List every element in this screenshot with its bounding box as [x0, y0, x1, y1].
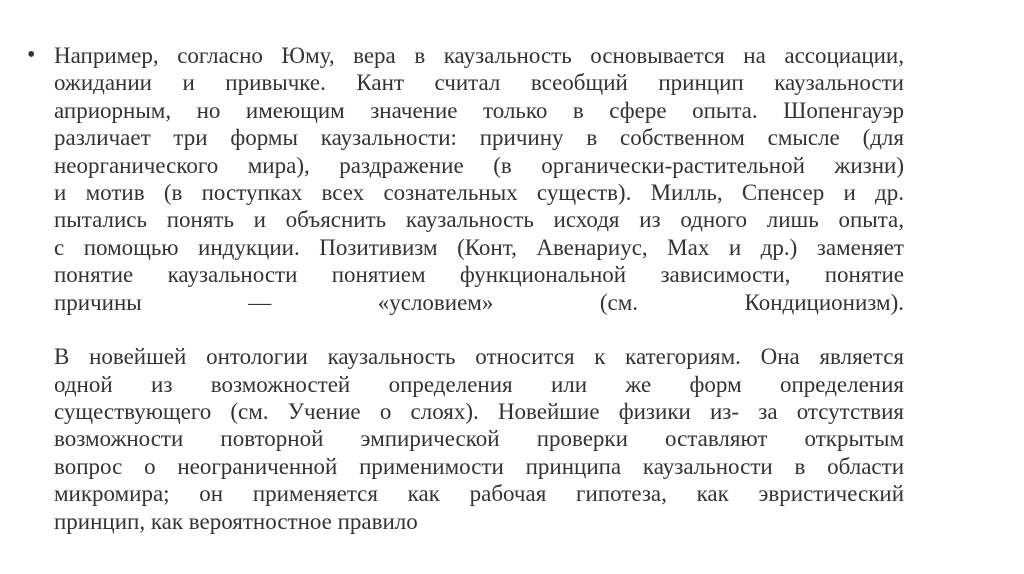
text-line: Например, согласно Юму, вера в каузальность основывается на ассоциации, — [54, 43, 904, 68]
text-line: с помощью индукции. Позитивизм (Конт, Авенариус, Мах и др.) заменяет — [54, 234, 904, 260]
text-line: и мотив (в поступках всех сознательных существ). Милль, Спенсер и др. — [54, 179, 904, 205]
text-line: возможности повторной эмпирической проверки оставляют открытым — [54, 426, 904, 452]
paragraph-spacer — [54, 316, 904, 343]
text-line: одной из возможностей определения или же форм определения — [54, 371, 904, 397]
text-line: различает три формы каузальности: причину в собственном смысле (для — [54, 125, 904, 151]
bullet-marker: • — [27, 42, 36, 68]
text-line: принцип, как вероятностное правило — [54, 508, 418, 534]
text-line: ожидании и привычке. Кант считал всеобщий принцип каузальности — [54, 70, 904, 96]
text-line: существующего (см. Учение о слоях). Новейшие физики из- за отсутствия — [54, 399, 904, 425]
text-line: неорганического мира), раздражение (в органически-растительной жизни) — [54, 152, 904, 178]
text-line: микромира; он применяется как рабочая гипотеза, как эвристический — [54, 481, 904, 507]
text-line: понятие каузальности понятием функциональной зависимости, понятие — [54, 262, 904, 288]
text-line: пытались понять и объяснить каузальность исходя из одного лишь опыта, — [54, 207, 904, 233]
text-line: априорным, но имеющим значение только в сфере опыта. Шопенгауэр — [54, 97, 904, 123]
slide-body-text — [54, 42, 904, 535]
text-line: вопрос о неограниченной применимости принципа каузальности в области — [54, 453, 904, 479]
text-line: В новейшей онтологии каузальность относится к категориям. Она является — [54, 344, 904, 370]
text-line: причины — «условием» (см. Кондиционизм). — [54, 289, 904, 315]
